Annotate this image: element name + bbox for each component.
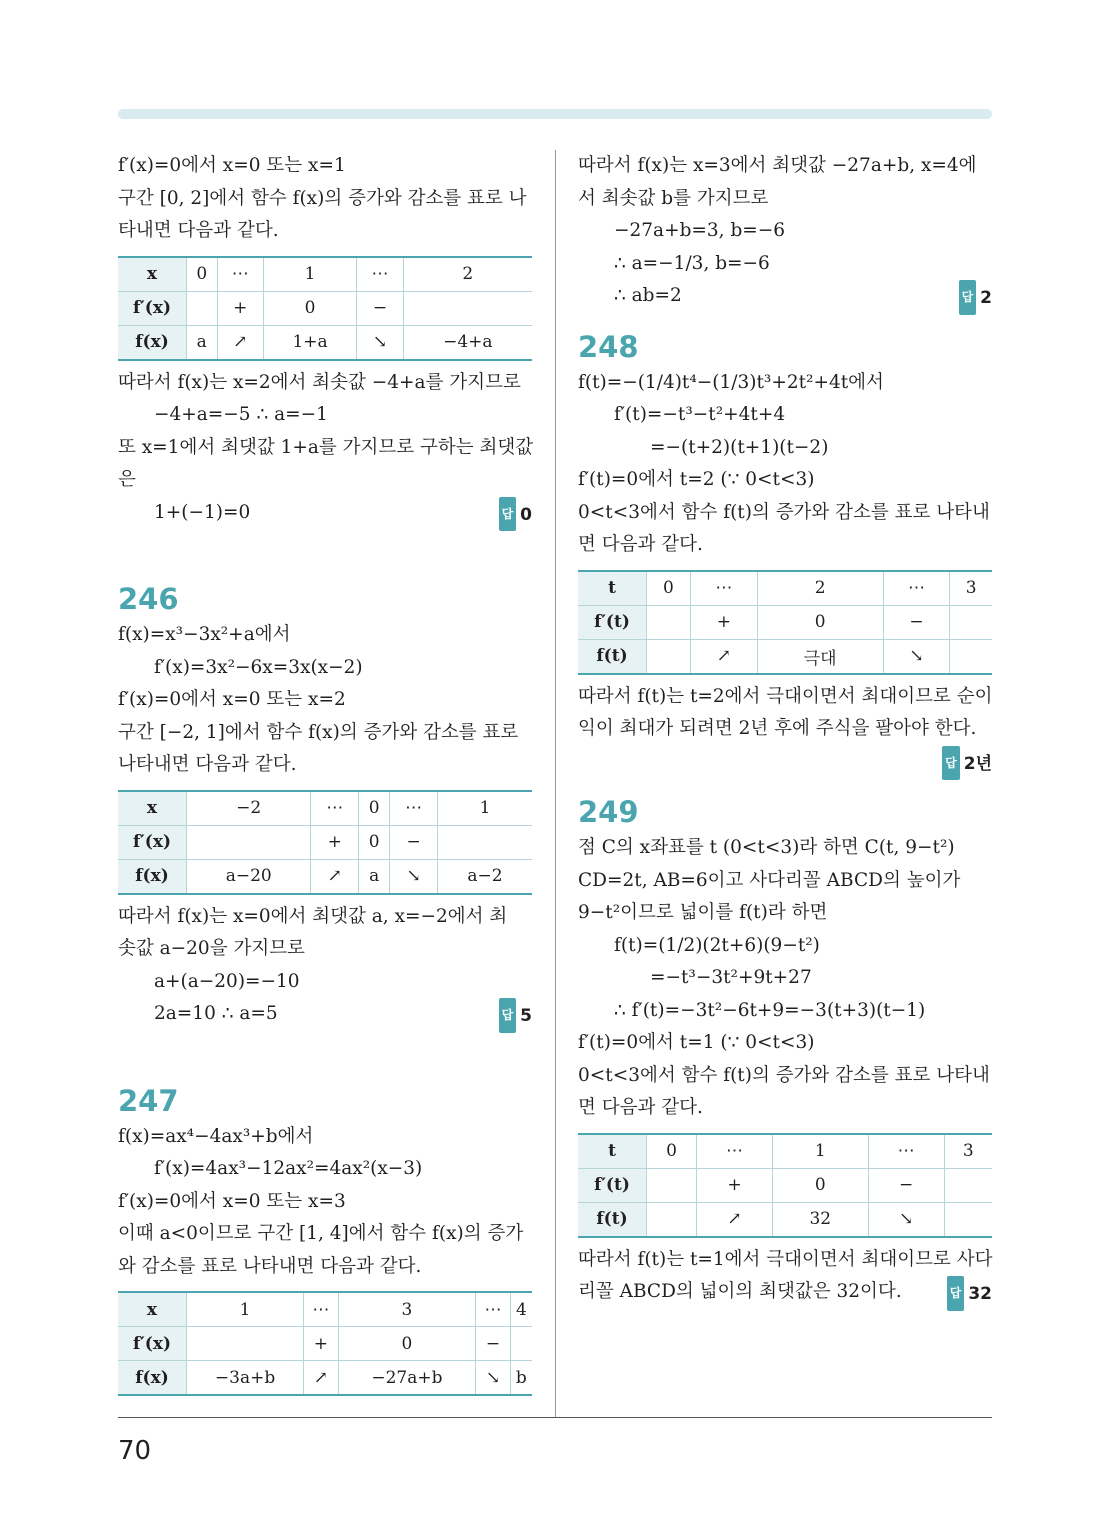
answer-line (578, 746, 992, 779)
table-cell: 4 (510, 1292, 532, 1327)
text-line: f′(x)=0에서 x=0 또는 x=2 (118, 689, 346, 710)
table-row (118, 791, 532, 826)
table-row (578, 1202, 992, 1237)
variation-table-247 (118, 1291, 532, 1396)
table-row (118, 1361, 532, 1396)
table-cell (950, 605, 992, 639)
table-row (118, 291, 532, 325)
table-row (118, 825, 532, 859)
equation-line: a+(a−20)=−10 (154, 970, 300, 992)
table-cell: f(x) (118, 325, 187, 360)
text-line: f′(t)=0에서 t=1 (∵ 0<t<3) (578, 1032, 815, 1053)
table-row (578, 1134, 992, 1169)
answer-badge: 답 (947, 1276, 965, 1311)
equation-line: ∴ a=−1/3, b=−6 (614, 252, 770, 274)
table-cell (647, 1202, 697, 1237)
equation-text: 2a=10 ∴ a=5 (154, 1003, 278, 1024)
problem-number: 247 (118, 1083, 179, 1118)
table-row (578, 571, 992, 606)
table-cell: 1+a (263, 325, 356, 360)
equation-text: 1+(−1)=0 (154, 501, 251, 523)
table-cell: a−2 (437, 859, 532, 894)
equation-line: f′(x)=3x²−6x=3x(x−2) (154, 656, 363, 678)
equation-line: f(t)=(1/2)(2t+6)(9−t²) (614, 934, 820, 956)
table-cell: ↘ (476, 1361, 510, 1396)
table-cell: 0 (757, 605, 883, 639)
table-cell (944, 1202, 992, 1237)
text-line: 이때 a<0이므로 구간 [1, 4]에서 함수 f(x)의 증가 (118, 1223, 524, 1244)
table-cell: 0 (187, 257, 218, 292)
table-cell: f′(x) (118, 1327, 187, 1361)
text-line: f(x)=ax⁴−4ax³+b에서 (118, 1125, 314, 1147)
table-cell: ⋯ (311, 791, 359, 826)
answer-badge: 답 (499, 998, 517, 1033)
table-cell: 0 (359, 825, 390, 859)
variation-table-249 (578, 1133, 992, 1238)
text-line: f′(x)=0에서 x=0 또는 x=3 (118, 1190, 346, 1212)
table-row (118, 1292, 532, 1327)
problem-number: 248 (578, 329, 639, 364)
table-cell: ⋯ (217, 257, 263, 292)
text-line: 따라서 f(t)는 t=1에서 극대이면서 최대이므로 사다 (578, 1248, 993, 1270)
answer-value: 32 (968, 1284, 992, 1304)
table-cell: 극대 (757, 639, 883, 674)
table-cell: 1 (772, 1134, 868, 1169)
table-cell: ↗ (217, 325, 263, 360)
variation-table-246 (118, 790, 532, 895)
table-row (578, 1168, 992, 1202)
text-line: CD=2t, AB=6이고 사다리꼴 ABCD의 높이가 (578, 869, 961, 891)
answer-value: 2년 (963, 753, 992, 774)
table-cell: 0 (359, 791, 390, 826)
table-cell: t (578, 571, 647, 606)
table-cell: ⋯ (304, 1292, 338, 1327)
text-line: 따라서 f(x)는 x=2에서 최솟값 −4+a를 가지므로 (118, 371, 521, 393)
variation-table-248 (578, 570, 992, 675)
table-cell (187, 1327, 304, 1361)
text-line: 익이 최대가 되려면 2년 후에 주식을 팔아야 한다. (578, 718, 977, 739)
table-cell (944, 1168, 992, 1202)
table-cell: ⋯ (696, 1134, 772, 1169)
variation-table-245 (118, 256, 532, 361)
table-row (118, 1327, 532, 1361)
table-cell (403, 291, 532, 325)
text-line: 따라서 f(x)는 x=0에서 최댓값 a, x=−2에서 최 (118, 905, 508, 927)
text-line: 서 최솟값 b를 가지므로 (578, 187, 769, 209)
table-cell: 1 (437, 791, 532, 826)
table-cell: ↘ (868, 1202, 944, 1237)
text-line: 면 다음과 같다. (578, 534, 703, 555)
answer-label (959, 280, 992, 315)
table-cell: a−20 (187, 859, 311, 894)
equation-line (578, 280, 992, 313)
table-cell: + (311, 825, 359, 859)
right-column (578, 150, 992, 1309)
table-cell: f′(x) (118, 291, 187, 325)
table-cell: ↘ (883, 639, 950, 674)
table-cell (437, 825, 532, 859)
table-cell: ⋯ (390, 791, 438, 826)
table-cell: 2 (757, 571, 883, 606)
table-cell: ↗ (690, 639, 757, 674)
text-line: 따라서 f(t)는 t=2에서 극대이면서 최대이므로 순이 (578, 685, 993, 707)
table-cell: ⋯ (690, 571, 757, 606)
table-cell: − (357, 291, 403, 325)
answer-badge: 답 (942, 746, 960, 781)
table-cell: ↘ (357, 325, 403, 360)
answer-label (947, 1276, 992, 1311)
page-number: 70 (118, 1436, 152, 1466)
table-cell: + (217, 291, 263, 325)
table-cell: + (696, 1168, 772, 1202)
table-cell: ↗ (311, 859, 359, 894)
table-cell: ⋯ (476, 1292, 510, 1327)
table-cell: x (118, 791, 187, 826)
table-cell (647, 639, 691, 674)
table-cell: ↘ (390, 859, 438, 894)
table-row (118, 257, 532, 292)
table-cell: ⋯ (883, 571, 950, 606)
text-line: 점 C의 x좌표를 t (0<t<3)라 하면 C(t, 9−t²) (578, 837, 955, 858)
table-cell: 0 (772, 1168, 868, 1202)
table-cell: b (510, 1361, 532, 1396)
equation-text: ∴ ab=2 (614, 285, 682, 306)
table-cell: x (118, 1292, 187, 1327)
answer-label (499, 497, 532, 532)
text-line: 또 x=1에서 최댓값 1+a를 가지므로 구하는 최댓값 (118, 436, 534, 458)
table-cell: a (359, 859, 390, 894)
text-line: 은 (118, 469, 136, 490)
text-line: 따라서 f(x)는 x=3에서 최댓값 −27a+b, x=4에 (578, 155, 977, 176)
table-cell: + (690, 605, 757, 639)
table-cell: t (578, 1134, 647, 1169)
table-row (578, 639, 992, 674)
table-cell: f(x) (118, 1361, 187, 1396)
table-cell: 0 (263, 291, 356, 325)
table-cell: ⋯ (357, 257, 403, 292)
table-cell: f(t) (578, 1202, 647, 1237)
table-cell: x (118, 257, 187, 292)
equation-line (118, 497, 532, 530)
equation-line: =−(t+2)(t+1)(t−2) (650, 436, 829, 458)
table-cell: 3 (338, 1292, 476, 1327)
answer-label (499, 998, 532, 1033)
table-cell: ⋯ (868, 1134, 944, 1169)
table-cell: f′(t) (578, 605, 647, 639)
equation-line: f′(t)=−t³−t²+4t+4 (614, 404, 786, 425)
table-cell (187, 825, 311, 859)
answer-badge: 답 (959, 280, 977, 315)
table-cell: 0 (647, 1134, 697, 1169)
table-cell (950, 639, 992, 674)
equation-line: −27a+b=3, b=−6 (614, 220, 786, 241)
table-cell: f′(x) (118, 825, 187, 859)
equation-line: ∴ f′(t)=−3t²−6t+9=−3(t+3)(t−1) (614, 999, 926, 1021)
table-cell: − (868, 1168, 944, 1202)
text-line: 솟값 a−20을 가지므로 (118, 938, 305, 959)
text-span: 리꼴 ABCD의 넓이의 최댓값은 32이다. (578, 1281, 902, 1302)
table-cell: 3 (944, 1134, 992, 1169)
equation-line (118, 998, 532, 1031)
table-cell: 1 (263, 257, 356, 292)
text-line: 9−t²이므로 넓이를 f(t)라 하면 (578, 902, 828, 923)
equation-line: =−t³−3t²+9t+27 (650, 967, 812, 988)
table-cell (510, 1327, 532, 1361)
text-line: 0<t<3에서 함수 f(t)의 증가와 감소를 표로 나타내 (578, 1064, 990, 1086)
text-line: f(t)=−(1/4)t⁴−(1/3)t³+2t²+4t에서 (578, 371, 884, 393)
problem-number: 249 (578, 795, 639, 829)
text-line: 와 감소를 표로 나타내면 다음과 같다. (118, 1255, 422, 1277)
table-cell: f(x) (118, 859, 187, 894)
answer-label (942, 746, 992, 781)
text-line: 0<t<3에서 함수 f(t)의 증가와 감소를 표로 나타내 (578, 501, 990, 523)
table-cell: + (304, 1327, 338, 1361)
text-line: 구간 [0, 2]에서 함수 f(x)의 증가와 감소를 표로 나 (118, 187, 527, 209)
table-cell: a (187, 325, 218, 360)
table-cell: −2 (187, 791, 311, 826)
text-line: f′(t)=0에서 t=2 (∵ 0<t<3) (578, 469, 815, 490)
table-cell (647, 605, 691, 639)
table-cell (647, 1168, 697, 1202)
equation-line: −4+a=−5 ∴ a=−1 (154, 404, 328, 425)
table-cell: 32 (772, 1202, 868, 1237)
table-cell: f′(t) (578, 1168, 647, 1202)
table-cell: 1 (187, 1292, 304, 1327)
header-bar (118, 109, 992, 119)
problem-number: 246 (118, 582, 179, 616)
answer-badge: 답 (499, 497, 517, 532)
table-cell: −27a+b (338, 1361, 476, 1396)
text-line: 면 다음과 같다. (578, 1097, 703, 1118)
table-cell: −3a+b (187, 1361, 304, 1396)
table-cell: − (476, 1327, 510, 1361)
text-line: f′(x)=0에서 x=0 또는 x=1 (118, 155, 346, 176)
table-cell: 2 (403, 257, 532, 292)
table-row (118, 859, 532, 894)
table-cell: − (883, 605, 950, 639)
text-line: f(x)=x³−3x²+a에서 (118, 624, 291, 645)
table-row (118, 325, 532, 360)
table-cell: ↗ (304, 1361, 338, 1396)
text-line: 구간 [−2, 1]에서 함수 f(x)의 증가와 감소를 표로 (118, 721, 519, 743)
table-row (578, 605, 992, 639)
table-cell: ↗ (696, 1202, 772, 1237)
table-cell: 0 (647, 571, 691, 606)
table-cell: − (390, 825, 438, 859)
left-column (118, 150, 532, 1402)
equation-line: f′(x)=4ax³−12ax²=4ax²(x−3) (154, 1158, 423, 1179)
text-line (578, 1276, 992, 1309)
answer-value: 5 (520, 1006, 532, 1026)
column-divider (555, 150, 556, 1418)
answer-value: 2 (980, 288, 992, 308)
answer-value: 0 (520, 504, 532, 525)
table-cell: 0 (338, 1327, 476, 1361)
table-cell: −4+a (403, 325, 532, 360)
table-cell: 3 (950, 571, 992, 606)
text-line: 타내면 다음과 같다. (118, 220, 279, 241)
table-cell: f(t) (578, 639, 647, 674)
text-line: 나타내면 다음과 같다. (118, 754, 297, 775)
footer-rule (118, 1417, 992, 1418)
table-cell (187, 291, 218, 325)
